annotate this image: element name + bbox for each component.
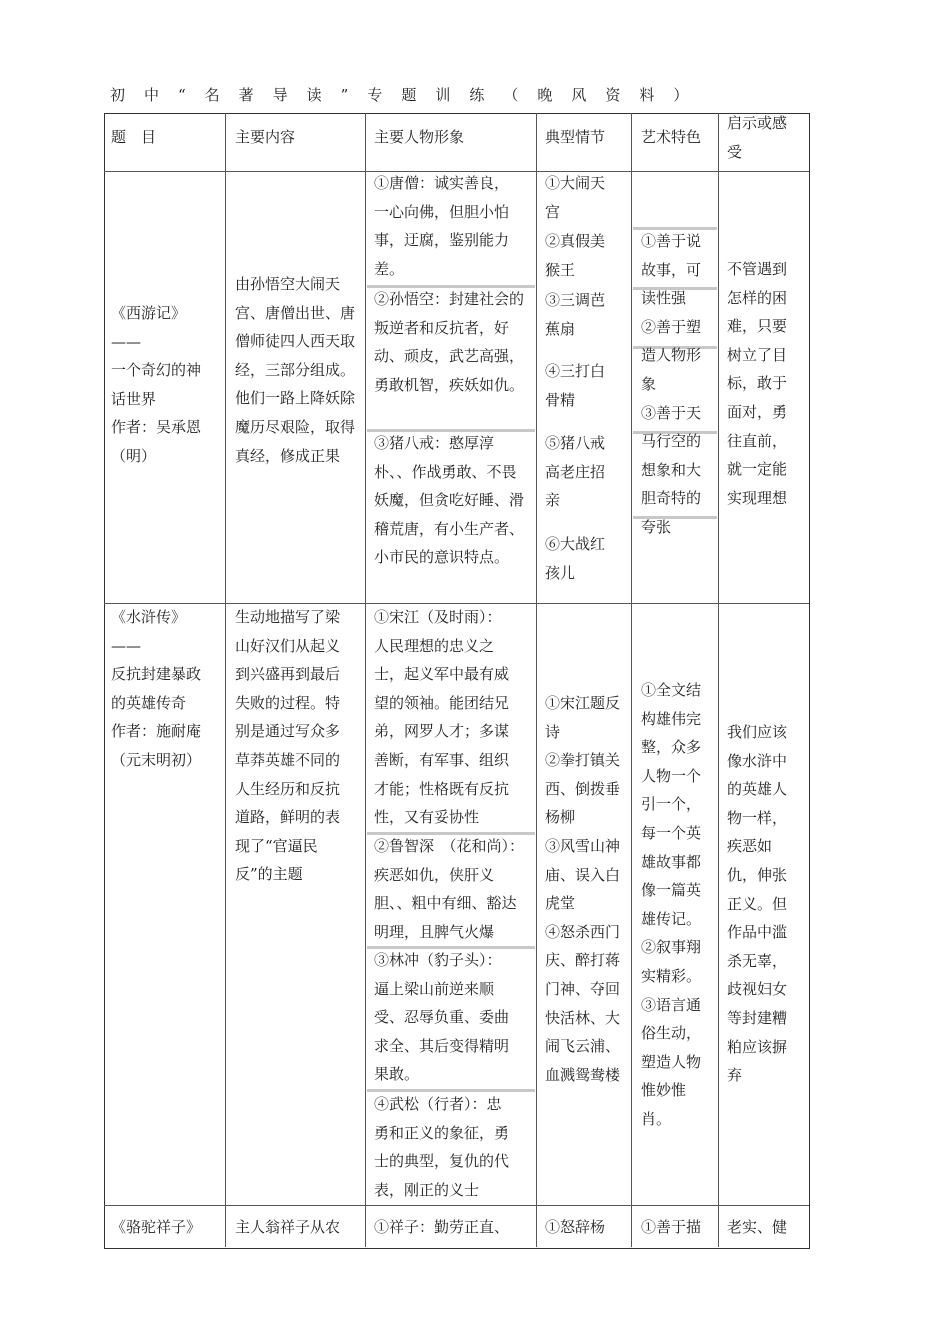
row1-plot-4: ④三打白骨精: [545, 362, 606, 409]
row1-character-1: ①唐僧：诚实善良，一心向佛，但胆小怕事，迂腐，鉴别能力差。: [374, 174, 510, 278]
header-features: 艺术特色: [641, 128, 702, 146]
row1-character-2: ②孙悟空：封建社会的叛逆者和反抗者，好动、顽皮，武艺高强，勇敢机智，疾妖如仇。: [374, 290, 525, 394]
row1-plot-3: ③三调芭蕉扇: [545, 291, 606, 338]
row2-title: 《水浒传》 —— 反抗封建暴政的英雄传奇 作者：施耐庵（元末明初）: [111, 608, 202, 769]
row2-plots: ①宋江题反诗 ②拳打镇关西、倒拨垂杨柳 ③风雪山神庙、误入白虎堂 ④怒杀西门庆、醉打蒋门神、夺回快活林、大闹飞云浦、血溅鸳鸯楼: [545, 694, 621, 1084]
row1-plot-1: ①大闹天宫: [545, 174, 606, 221]
row1-features: ①善于说故事，可读性强 ②善于塑造人物形象 ③善于天马行空的想象和大胆奇特的夸张: [641, 232, 702, 536]
row3-features: ①善于描: [641, 1218, 702, 1236]
header-plots: 典型情节: [545, 128, 606, 146]
row1-content: 由孙悟空大闹天宫、唐僧出世、唐僧师徒四人西天取经，三部分组成。他们一路上降妖除魔历尽艰险，取得真经，修成正果: [235, 275, 356, 465]
header-title: 题 目: [111, 128, 157, 146]
row3-insight: 老实、健: [727, 1218, 788, 1236]
row1-plot-6: ⑥大战红孩儿: [545, 535, 606, 582]
row3-content: 主人翁祥子从农: [235, 1218, 341, 1236]
row2-insight: 我们应该像水浒中的英雄人物一样，疾恶如仇，伸张正义。但作品中滥杀无辜，歧视妇女等封建糟粕应该摒弃: [727, 723, 788, 1085]
row3-plots: ①怒辞杨: [545, 1218, 606, 1236]
page-title: 初中“名著导读”专题训练（晚风资料）: [110, 86, 708, 104]
header-insight: 启示或感受: [727, 114, 788, 161]
row2-character-2: ②鲁智深 （花和尚）：疾恶如仇，侠肝义胆、、粗中有细、豁达明理，且脾气火爆: [374, 837, 525, 941]
row2-character-3: ③林冲（豹子头）：逼上梁山前逆来顺受、忍辱负重、委曲求全、其后变得精明果敢。: [374, 951, 510, 1084]
row1-plot-2: ②真假美猴王: [545, 232, 606, 279]
reading-guide-table: [104, 113, 810, 1249]
row1-insight: 不管遇到怎样的困难，只要树立了目标，敢于面对，勇往直前，就一定能实现理想: [727, 260, 788, 507]
row2-content: 生动地描写了梁山好汉们从起义到兴盛再到最后失败的过程。特别是通过写众多草莽英雄不同的人生经历和反抗道路，鲜明的表现了“官逼民反”的主题: [235, 608, 341, 884]
row1-character-3: ③猪八戒：憨厚淳朴、、作战勇敢、不畏妖魔，但贪吃好睡、滑稽荒唐，有小生产者、小市民的意识特点。: [374, 434, 525, 567]
row3-character-1: ①祥子：勤劳正直、: [374, 1218, 510, 1236]
row2-character-1: ①宋江（及时雨）：人民理想的忠义之士，起义军中最有威望的领袖。能团结兄弟，网罗人才；多谋善断，有军事、组织才能；性格既有反抗性，又有妥协性: [374, 608, 510, 827]
row2-character-4: ④武松（行者）：忠勇和正义的象征，勇士的典型，复仇的代表，刚正的义士: [374, 1095, 510, 1199]
row2-features: ①全文结构雄伟完整，众多人物一个引一个，每一个英雄故事都像一篇英雄传记。 ②叙事翔实精彩。 ③语言通俗生动，塑造人物惟妙惟肖。: [641, 681, 702, 1128]
row3-title: 《骆驼祥子》: [111, 1218, 202, 1236]
row1-plot-5: ⑤猪八戒高老庄招亲: [545, 434, 606, 510]
header-content: 主要内容: [235, 128, 296, 146]
header-characters: 主要人物形象: [374, 128, 465, 146]
row1-title: 《西游记》 —— 一个奇幻的神话世界 作者：吴承恩（明）: [111, 304, 202, 465]
